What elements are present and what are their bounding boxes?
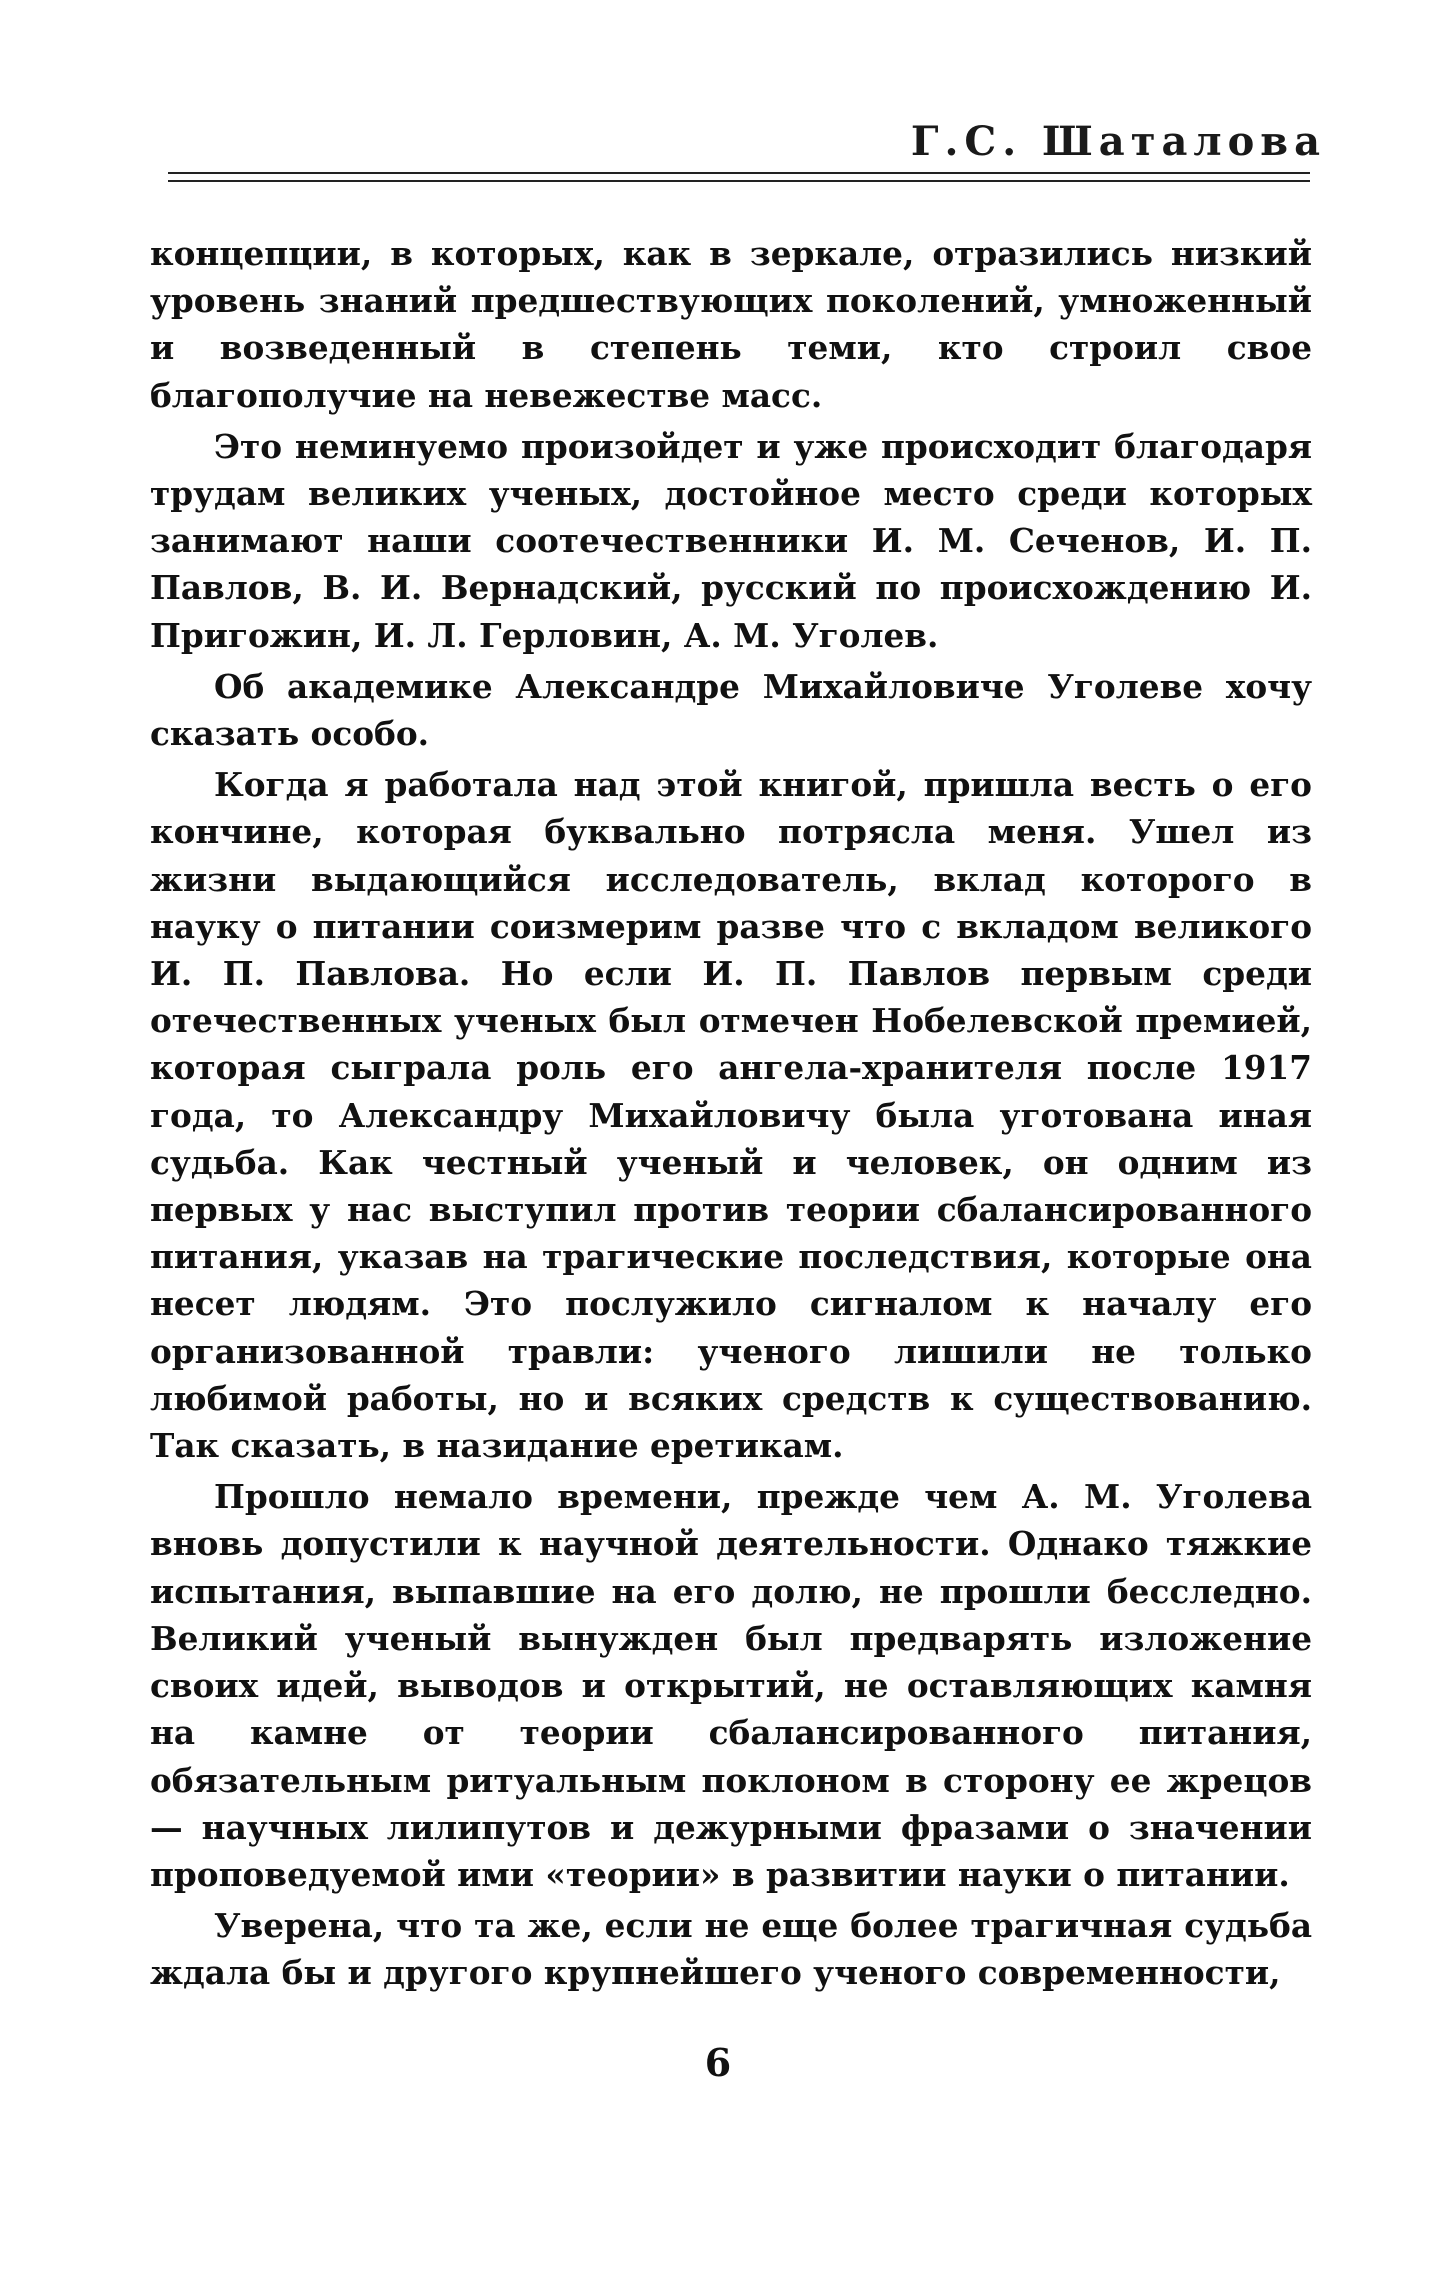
paragraph: Это неминуемо произойдет и уже происходит благодаря трудам великих ученых, достойное место среди которых занимают наши соотечественники И. М. Сеченов, И. П. Павлов, В. И. Вернадский, русский по происхождению И. Пригожин, И. Л. Герловин, А. М. Уголев. (150, 426, 1312, 655)
paragraph: Об академике Александре Михайловиче Уголеве хочу сказать особо. (150, 666, 1312, 754)
paragraph: Прошло немало времени, прежде чем А. М. Уголева вновь допустили к научной деятельности. Однако тяжкие испытания, выпавшие на его долю, не прошли бесследно. Великий ученый вынужден был предварять изложение своих идей, выводов и открытий, не оставляющих камня на камне от теории сбалансированного питания, обязательным ритуальным поклоном в сторону ее жрецов — научных лилипутов и дежурными фразами о значении проповедуемой ими «теории» в развитии науки о питании. (150, 1477, 1312, 1894)
paragraph: Когда я работала над этой книгой, пришла весть о его кончине, которая буквально потрясла меня. Ушел из жизни выдающийся исследователь, вклад которого в науку о питании соизмерим разве что с вкладом великого И. П. Павлова. Но если И. П. Павлов первым среди отечественных ученых был отмечен Нобелевской премией, которая сыграла роль его ангела-хранителя после 1917 года, то Александру Михайловичу была уготована иная судьба. Как честный ученый и человек, он одним из первых у нас выступил против теории сбалансированного питания, указав на трагические последствия, которые она несет людям. Это послужило сигналом к началу его организованной травли: ученого лишили не только любимой работы, но и всяких средств к существованию. Так сказать, в назидание еретикам. (150, 765, 1312, 1466)
running-header-author: Г.С. Шаталова (910, 118, 1326, 165)
paragraph-continuation: концепции, в которых, как в зеркале, отразились низкий уровень знаний предшествующих поколений, умноженный и возведенный в степень теми, кто строил свое благополучие на невежестве масс. (150, 234, 1312, 415)
body-text (150, 230, 1312, 2001)
page-number: 6 (704, 2040, 732, 2085)
paragraph: Уверена, что та же, если не еще более трагичная судьба ждала бы и другого крупнейшего ученого современности, (150, 1906, 1312, 1993)
header-rule-top (168, 172, 1310, 174)
header-rule-bottom (168, 180, 1310, 182)
